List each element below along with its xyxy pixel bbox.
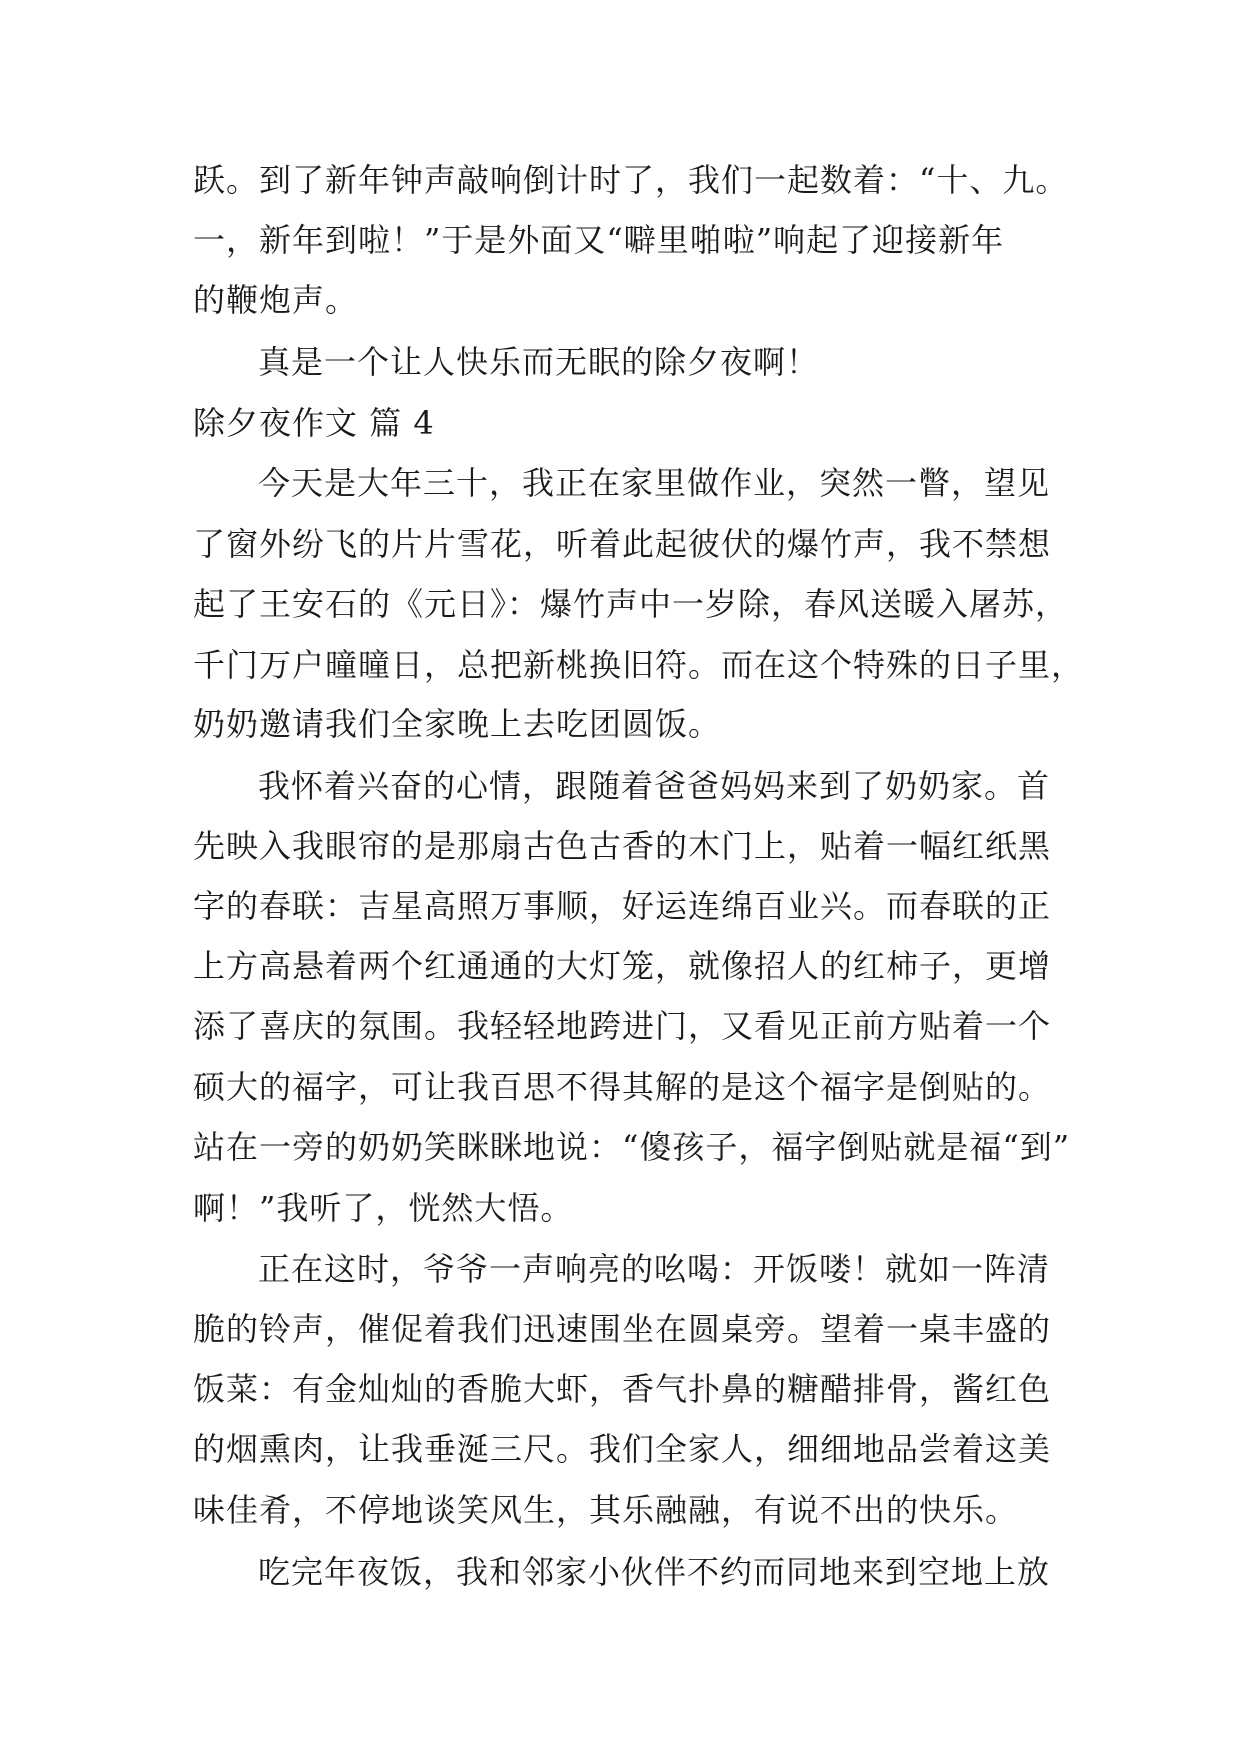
section-heading: 除夕夜作文 篇 4 bbox=[193, 404, 435, 442]
paragraph-line: 硕大的福字，可让我百思不得其解的是这个福字是倒贴的。 bbox=[193, 1068, 1052, 1106]
paragraph-line: 脆的铃声，催促着我们迅速围坐在圆桌旁。望着一桌丰盛的 bbox=[193, 1310, 1052, 1348]
paragraph-line: 正在这时，爷爷一声响亮的吆喝：开饭喽！就如一阵清 bbox=[258, 1250, 1051, 1288]
paragraph-line: 千门万户曈曈日，总把新桃换旧符。而在这个特殊的日子里， bbox=[193, 646, 1085, 684]
paragraph-line: 字的春联：吉星高照万事顺，好运连绵百业兴。而春联的正 bbox=[193, 887, 1052, 925]
paragraph-line: 跃。到了新年钟声敲响倒计时了，我们一起数着：“十、九。 bbox=[193, 161, 1069, 199]
paragraph-line: 了窗外纷飞的片片雪花，听着此起彼伏的爆竹声，我不禁想 bbox=[193, 525, 1052, 563]
paragraph-line: 味佳肴，不停地谈笑风生，其乐融融，有说不出的快乐。 bbox=[193, 1491, 1019, 1529]
paragraph-line: 站在一旁的奶奶笑眯眯地说：“傻孩子，福字倒贴就是福“到” bbox=[193, 1128, 1071, 1166]
paragraph-line: 饭菜：有金灿灿的香脆大虾，香气扑鼻的糖醋排骨，酱红色 bbox=[193, 1370, 1052, 1408]
paragraph-line: 今天是大年三十，我正在家里做作业，突然一瞥，望见 bbox=[258, 464, 1051, 502]
paragraph-line: 的烟熏肉，让我垂涎三尺。我们全家人，细细地品尝着这美 bbox=[193, 1430, 1052, 1468]
paragraph-line: 起了王安石的《元日》：爆竹声中一岁除，春风送暖入屠苏， bbox=[193, 585, 1069, 623]
paragraph-line: 奶奶邀请我们全家晚上去吃团圆饭。 bbox=[193, 705, 722, 743]
paragraph-line: 啊！”我听了，恍然大悟。 bbox=[193, 1189, 574, 1227]
paragraph-line: 先映入我眼帘的是那扇古色古香的木门上，贴着一幅红纸黑 bbox=[193, 827, 1052, 865]
paragraph-line: 添了喜庆的氛围。我轻轻地跨进门，又看见正前方贴着一个 bbox=[193, 1007, 1052, 1045]
paragraph-line: 一，新年到啦！”于是外面又“噼里啪啦”响起了迎接新年 bbox=[193, 221, 1005, 259]
paragraph-line: 我怀着兴奋的心情，跟随着爸爸妈妈来到了奶奶家。首 bbox=[258, 767, 1051, 805]
paragraph-line: 的鞭炮声。 bbox=[193, 281, 359, 319]
paragraph-line: 真是一个让人快乐而无眠的除夕夜啊！ bbox=[258, 343, 820, 381]
paragraph-line: 吃完年夜饭，我和邻家小伙伴不约而同地来到空地上放 bbox=[258, 1553, 1051, 1591]
paragraph-line: 上方高悬着两个红通通的大灯笼，就像招人的红柿子，更增 bbox=[193, 947, 1052, 985]
